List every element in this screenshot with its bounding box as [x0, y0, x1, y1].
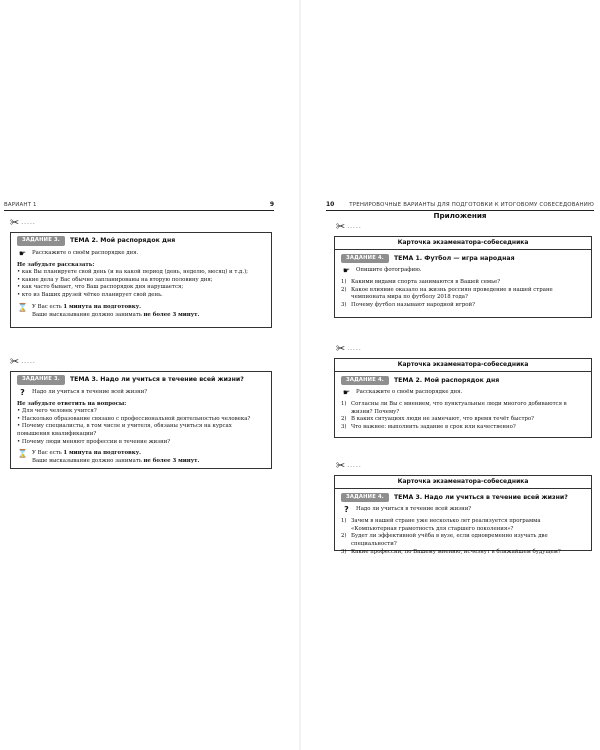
list-item: • как часто бывает, что Ваш распорядок дня нарушается;: [17, 284, 265, 292]
list-item: • какие дела у Вас обычно запланированы на вторую половину дня;: [17, 277, 265, 285]
variant-label: ВАРИАНТ 1: [4, 202, 37, 208]
task3-theme2-card: [10, 232, 272, 328]
scissors-icon: ✂: [336, 220, 346, 233]
task-badge: ЗАДАНИЕ 3.: [17, 375, 65, 385]
list-item: • как Вы планируете свой день (и на какой период (день, неделю, месяц) и т.д.);: [17, 269, 265, 277]
limit-prefix: Ваше высказывание должно занимать: [32, 458, 144, 465]
cut-line-4: ✂ .....: [336, 342, 362, 355]
time-prefix: У Вас есть: [32, 450, 64, 457]
task-intro: Расскажите о своём распорядке дня.: [356, 389, 463, 396]
right-page: [300, 0, 600, 750]
question-icon: ?: [344, 505, 349, 515]
theme-title: ТЕМА 3. Надо ли учиться в течение всей жизни?: [393, 493, 568, 501]
list-item: 3) Что важнее: выполнить задание в срок или качественно?: [341, 423, 516, 430]
appendix-title: Приложения: [433, 211, 487, 220]
task-intro: Надо ли учиться в течение всей жизни?: [356, 506, 472, 513]
examiner-questions: [341, 518, 585, 556]
task3-theme3-card: [10, 371, 272, 469]
remember-label: Не забудьте ответить на вопросы:: [17, 400, 127, 407]
cut-line-2: ✂ .....: [10, 355, 36, 368]
task4-theme3-card: [334, 475, 592, 555]
task4-theme1-card: [334, 236, 592, 318]
card-title: Карточка экзаменатора-собеседника: [335, 359, 591, 372]
scissors-icon: ✂: [336, 459, 346, 472]
list-item: 2) Какое влияние оказало на жизнь россиян проведение в нашей стране чемпионата мира по футболу 2018 года?: [341, 286, 553, 301]
theme-title: ТЕМА 3. Надо ли учиться в течение всей жизни?: [69, 376, 244, 383]
cut-line-1: ✂ .....: [10, 216, 36, 229]
question-icon: ?: [20, 387, 25, 397]
list-item: • Насколько образование связано с профессиональной деятельностью человека?: [17, 416, 265, 424]
task-badge: ЗАДАНИЕ 3.: [17, 236, 65, 246]
limit-bold: не более 3 минут.: [143, 311, 200, 318]
task-badge: ЗАДАНИЕ 4.: [341, 254, 389, 264]
card-title: Карточка экзаменатора-собеседника: [335, 476, 591, 489]
right-running-head: [326, 197, 594, 211]
examiner-questions: [341, 279, 585, 309]
theme-title: ТЕМА 2. Мой распорядок дня: [69, 237, 176, 244]
speech-icon: ☛: [18, 248, 27, 258]
list-item: 1) Зачем в нашей стране уже несколько лет реализуется программа «Компьютерная грамотность для старшего поколения»?: [341, 518, 541, 532]
task-badge: ЗАДАНИЕ 4.: [341, 376, 389, 386]
limit-bold: не более 3 минут.: [143, 458, 200, 465]
time-prefix: У Вас есть: [32, 303, 64, 310]
list-item: 1) Какими видами спорта занимаются в Вашей семье?: [341, 279, 501, 286]
book-title: ТРЕНИРОВОЧНЫЕ ВАРИАНТЫ ДЛЯ ПОДГОТОВКИ К ИТОГОВОМУ СОБЕСЕДОВАНИЮ: [349, 202, 594, 208]
list-item: • Почему люди меняют профессии в течение жизни?: [17, 439, 265, 447]
speech-icon: ☛: [342, 388, 351, 398]
remember-list: [17, 269, 265, 299]
speech-icon: ☛: [342, 266, 351, 276]
questions-list: [17, 408, 265, 446]
page-number-right: 10: [326, 201, 335, 208]
task-intro: Расскажите о своём распорядке дня.: [32, 249, 139, 256]
hourglass-icon: ⌛: [17, 302, 28, 312]
examiner-questions: [341, 401, 585, 431]
list-item: 1) Согласны ли Вы с мнением, что пунктуальные люди многого добиваются в жизни? Почему?: [341, 401, 567, 415]
left-running-head: [4, 197, 274, 211]
list-item: 2) Будет ли эффективной учёба в вузе, если одновременно изучать две специальности?: [341, 533, 548, 547]
remember-label: Не забудьте рассказать:: [17, 261, 95, 268]
theme-title: ТЕМА 2. Мой распорядок дня: [393, 376, 500, 384]
cut-line-5: ✂ .....: [336, 459, 362, 472]
list-item: 3) Какие профессии, по Вашему мнению, исчезнут в ближайшем будущем?: [341, 548, 561, 555]
list-item: • Для чего человек учится?: [17, 408, 265, 416]
task-badge: ЗАДАНИЕ 4.: [341, 493, 389, 503]
time-bold: 1 минута на подготовку.: [63, 303, 142, 310]
page-number-left: 9: [269, 201, 274, 208]
cut-line-3: ✂ .....: [336, 220, 362, 233]
task-question: Надо ли учиться в течение всей жизни?: [32, 388, 148, 395]
task4-theme2-card: [334, 358, 592, 438]
list-item: 2) В каких ситуациях люди не замечают, что время течёт быстро?: [341, 416, 535, 423]
hourglass-icon: ⌛: [17, 449, 28, 459]
time-bold: 1 минута на подготовку.: [63, 450, 142, 457]
scissors-icon: ✂: [10, 216, 20, 229]
list-item: • кто из Ваших друзей чётко планирует свой день.: [17, 292, 265, 300]
scissors-icon: ✂: [10, 355, 20, 368]
theme-title: ТЕМА 1. Футбол — игра народная: [393, 254, 515, 262]
limit-prefix: Ваше высказывание должно занимать: [32, 311, 144, 318]
scissors-icon: ✂: [336, 342, 346, 355]
list-item: 3) Почему футбол называют народной игрой?: [341, 301, 476, 308]
card-title: Карточка экзаменатора-собеседника: [335, 237, 591, 250]
task-intro: Опишите фотографию.: [356, 267, 422, 274]
list-item: • Почему специалисты, в том числе и учителя, обязаны учиться на курсах повышения квалификации?: [17, 423, 265, 438]
